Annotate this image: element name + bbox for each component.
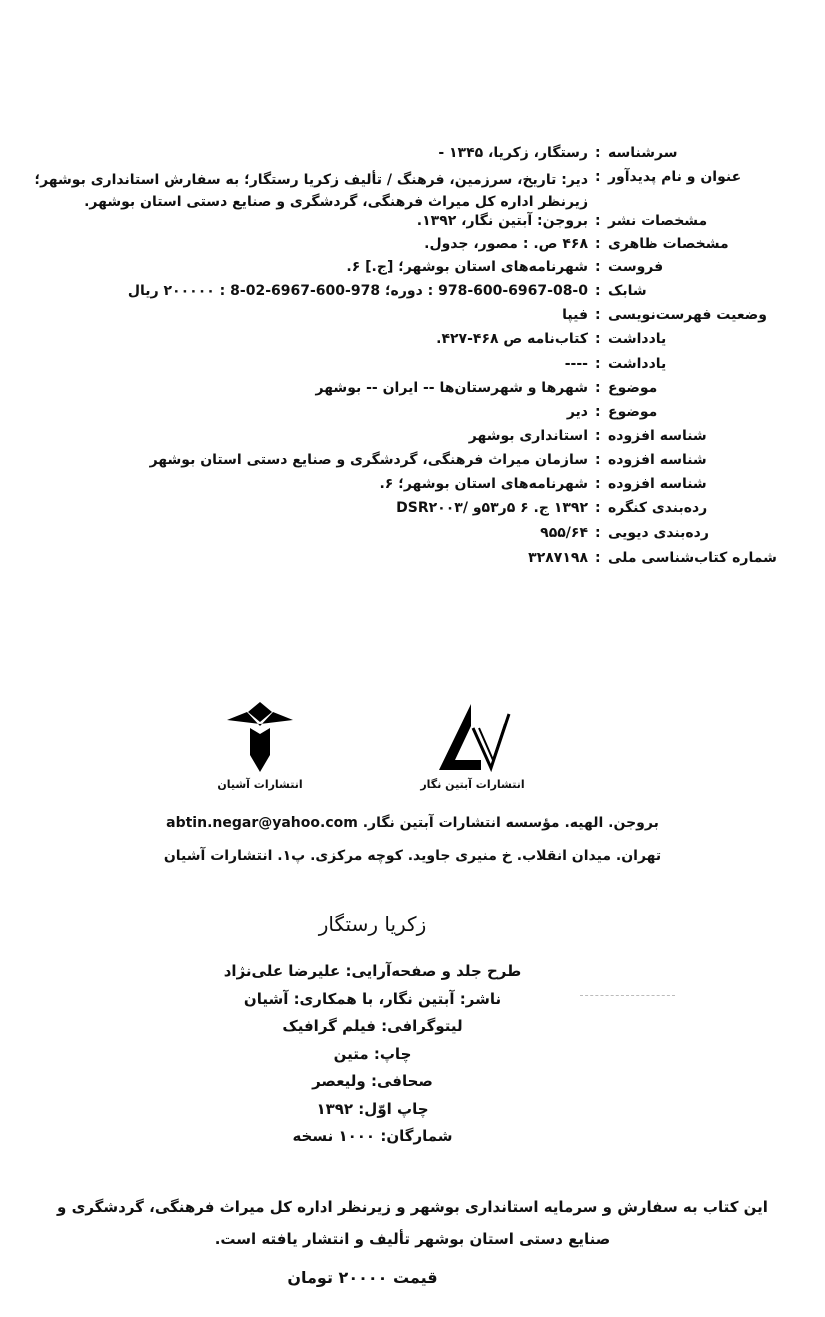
catalog-colon: : xyxy=(595,307,601,323)
abtin-logo-label: انتشارات آبتین نگار xyxy=(420,778,525,791)
catalog-row xyxy=(0,550,825,574)
catalog-value: شهرنامه‌های استان بوشهر؛ [ج.] ۶. xyxy=(346,259,588,275)
credit-line: چاپ: متین xyxy=(333,1044,412,1063)
catalog-value: 978-600-6967-08-0 : دوره؛ 978-600-6967-02-8 : ۲۰۰۰۰۰ ریال xyxy=(127,283,588,299)
catalog-row xyxy=(0,283,825,307)
catalog-value: دیر xyxy=(566,404,588,420)
catalog-value: شهرها و شهرستان‌ها -- ایران -- بوشهر xyxy=(315,380,588,396)
catalog-row xyxy=(0,380,825,404)
catalog-colon: : xyxy=(595,283,601,299)
catalog-value: شهرنامه‌های استان بوشهر؛ ۶. xyxy=(379,476,588,492)
catalog-row xyxy=(0,236,825,260)
sponsor-line-1: این کتاب به سفارش و سرمایه استانداری بوشهر و زیرنظر اداره کل میراث فرهنگی، گردشگری و xyxy=(57,1198,768,1216)
catalog-label: یادداشت xyxy=(608,331,667,347)
credit-line: ناشر: آبتین نگار، با همکاری: آشیان xyxy=(243,989,502,1008)
author-name: زکریا رستگار xyxy=(318,912,427,936)
catalog-colon: : xyxy=(595,169,601,185)
catalog-label: فروست xyxy=(608,259,664,275)
catalog-row xyxy=(0,525,825,549)
ashian-logo-label: انتشارات آشیان xyxy=(217,778,303,791)
catalog-value: ---- xyxy=(564,356,588,372)
catalog-colon: : xyxy=(595,236,601,252)
catalog-row xyxy=(0,452,825,476)
catalog-row xyxy=(0,500,825,524)
catalog-colon: : xyxy=(595,428,601,444)
catalog-label: وضعیت فهرست‌نویسی xyxy=(608,307,767,323)
catalog-colon: : xyxy=(595,550,601,566)
catalog-value: کتاب‌نامه ص ۴۶۸-۴۲۷. xyxy=(436,331,588,347)
pen-nib-logo-icon xyxy=(225,700,295,775)
ashian-logo xyxy=(205,700,315,791)
catalog-colon: : xyxy=(595,356,601,372)
catalog-label: موضوع xyxy=(608,380,658,396)
catalog-label: سرشناسه xyxy=(608,145,678,161)
credit-line: شمارگان: ۱۰۰۰ نسخه xyxy=(292,1127,453,1145)
catalog-label: شناسه افزوده xyxy=(608,428,707,444)
catalog-label: شناسه افزوده xyxy=(608,452,707,468)
catalog-value: دیر: تاریخ، سرزمین، فرهنگ / تألیف زکریا رستگار؛ به سفارش استانداری بوشهر؛ زیرنظر اداره کل میراث فرهنگی، گردشگری و صنایع دستی استان بوشهر. xyxy=(34,172,588,210)
catalog-row xyxy=(0,356,825,380)
catalog-row xyxy=(0,331,825,355)
catalog-row xyxy=(0,169,825,210)
catalog-colon: : xyxy=(595,331,601,347)
catalog-label: یادداشت xyxy=(608,356,667,372)
credit-line: طرح جلد و صفحه‌آرایی: علیرضا علی‌نژاد xyxy=(223,962,522,980)
catalog-label: شناسه افزوده xyxy=(608,476,707,492)
address-tehran: تهران. میدان انقلاب. خ منیری جاوید. کوچه مرکزی. پ۱. انتشارات آشیان xyxy=(163,848,662,864)
catalog-value: سازمان میراث فرهنگی، گردشگری و صنایع دستی استان بوشهر xyxy=(149,452,588,468)
catalog-value: ۹۵۵/۶۴ xyxy=(540,525,588,541)
catalog-value: ۳۲۸۷۱۹۸ xyxy=(528,550,588,566)
catalog-row xyxy=(0,259,825,283)
catalog-row xyxy=(0,145,825,169)
catalog-colon: : xyxy=(595,476,601,492)
catalog-label: موضوع xyxy=(608,404,658,420)
catalog-label: رده‌بندی کنگره xyxy=(608,500,708,516)
catalog-label: مشخصات نشر xyxy=(608,213,708,229)
catalog-row xyxy=(0,307,825,331)
catalog-colon: : xyxy=(595,145,601,161)
catalog-colon: : xyxy=(595,525,601,541)
address-borujen: بروجن. الهیه. مؤسسه انتشارات آبتین نگار. abtin.negar@yahoo.com xyxy=(166,815,659,831)
abtin-logo xyxy=(415,700,530,791)
catalog-value: بروجن: آبتین نگار، ۱۳۹۲. xyxy=(416,213,588,229)
catalog-row xyxy=(0,476,825,500)
catalog-value: ۱۳۹۲ ج. ۶ ۵ر۵۳و /DSR۲۰۰۳ xyxy=(396,500,588,516)
catalog-row xyxy=(0,213,825,237)
catalog-colon: : xyxy=(595,213,601,229)
credit-line: چاپ اوّل: ۱۳۹۲ xyxy=(316,1099,429,1118)
catalog-value: رستگار، زکریا، ۱۳۴۵ - xyxy=(438,145,588,161)
catalog-colon: : xyxy=(595,500,601,516)
catalog-value: استانداری بوشهر xyxy=(468,428,588,444)
catalog-label: عنوان و نام پدیدآور xyxy=(608,169,742,185)
catalog-label: شابک xyxy=(608,283,647,299)
catalog-value: ۴۶۸ ص. : مصور، جدول. xyxy=(424,236,588,252)
catalog-colon: : xyxy=(595,452,601,468)
credit-line: صحافی: ولیعصر xyxy=(312,1072,433,1090)
price: قیمت ۲۰۰۰۰ تومان xyxy=(287,1268,438,1287)
sponsor-line-2: صنایع دستی استان بوشهر تألیف و انتشار یافته است. xyxy=(214,1230,611,1248)
abtin-logo-icon xyxy=(433,700,513,775)
credit-line: لیتوگرافی: فیلم گرافیک xyxy=(282,1017,463,1035)
catalog-label: مشخصات ظاهری xyxy=(608,236,729,252)
catalog-colon: : xyxy=(595,380,601,396)
catalog-colon: : xyxy=(595,259,601,275)
catalog-label: رده‌بندی دیویی xyxy=(608,525,709,541)
catalog-value: فیپا xyxy=(562,307,588,323)
catalog-label: شماره کتاب‌شناسی ملی xyxy=(608,550,777,566)
catalog-row xyxy=(0,404,825,428)
catalog-colon: : xyxy=(595,404,601,420)
catalog-row xyxy=(0,428,825,452)
faint-mark xyxy=(580,995,675,996)
